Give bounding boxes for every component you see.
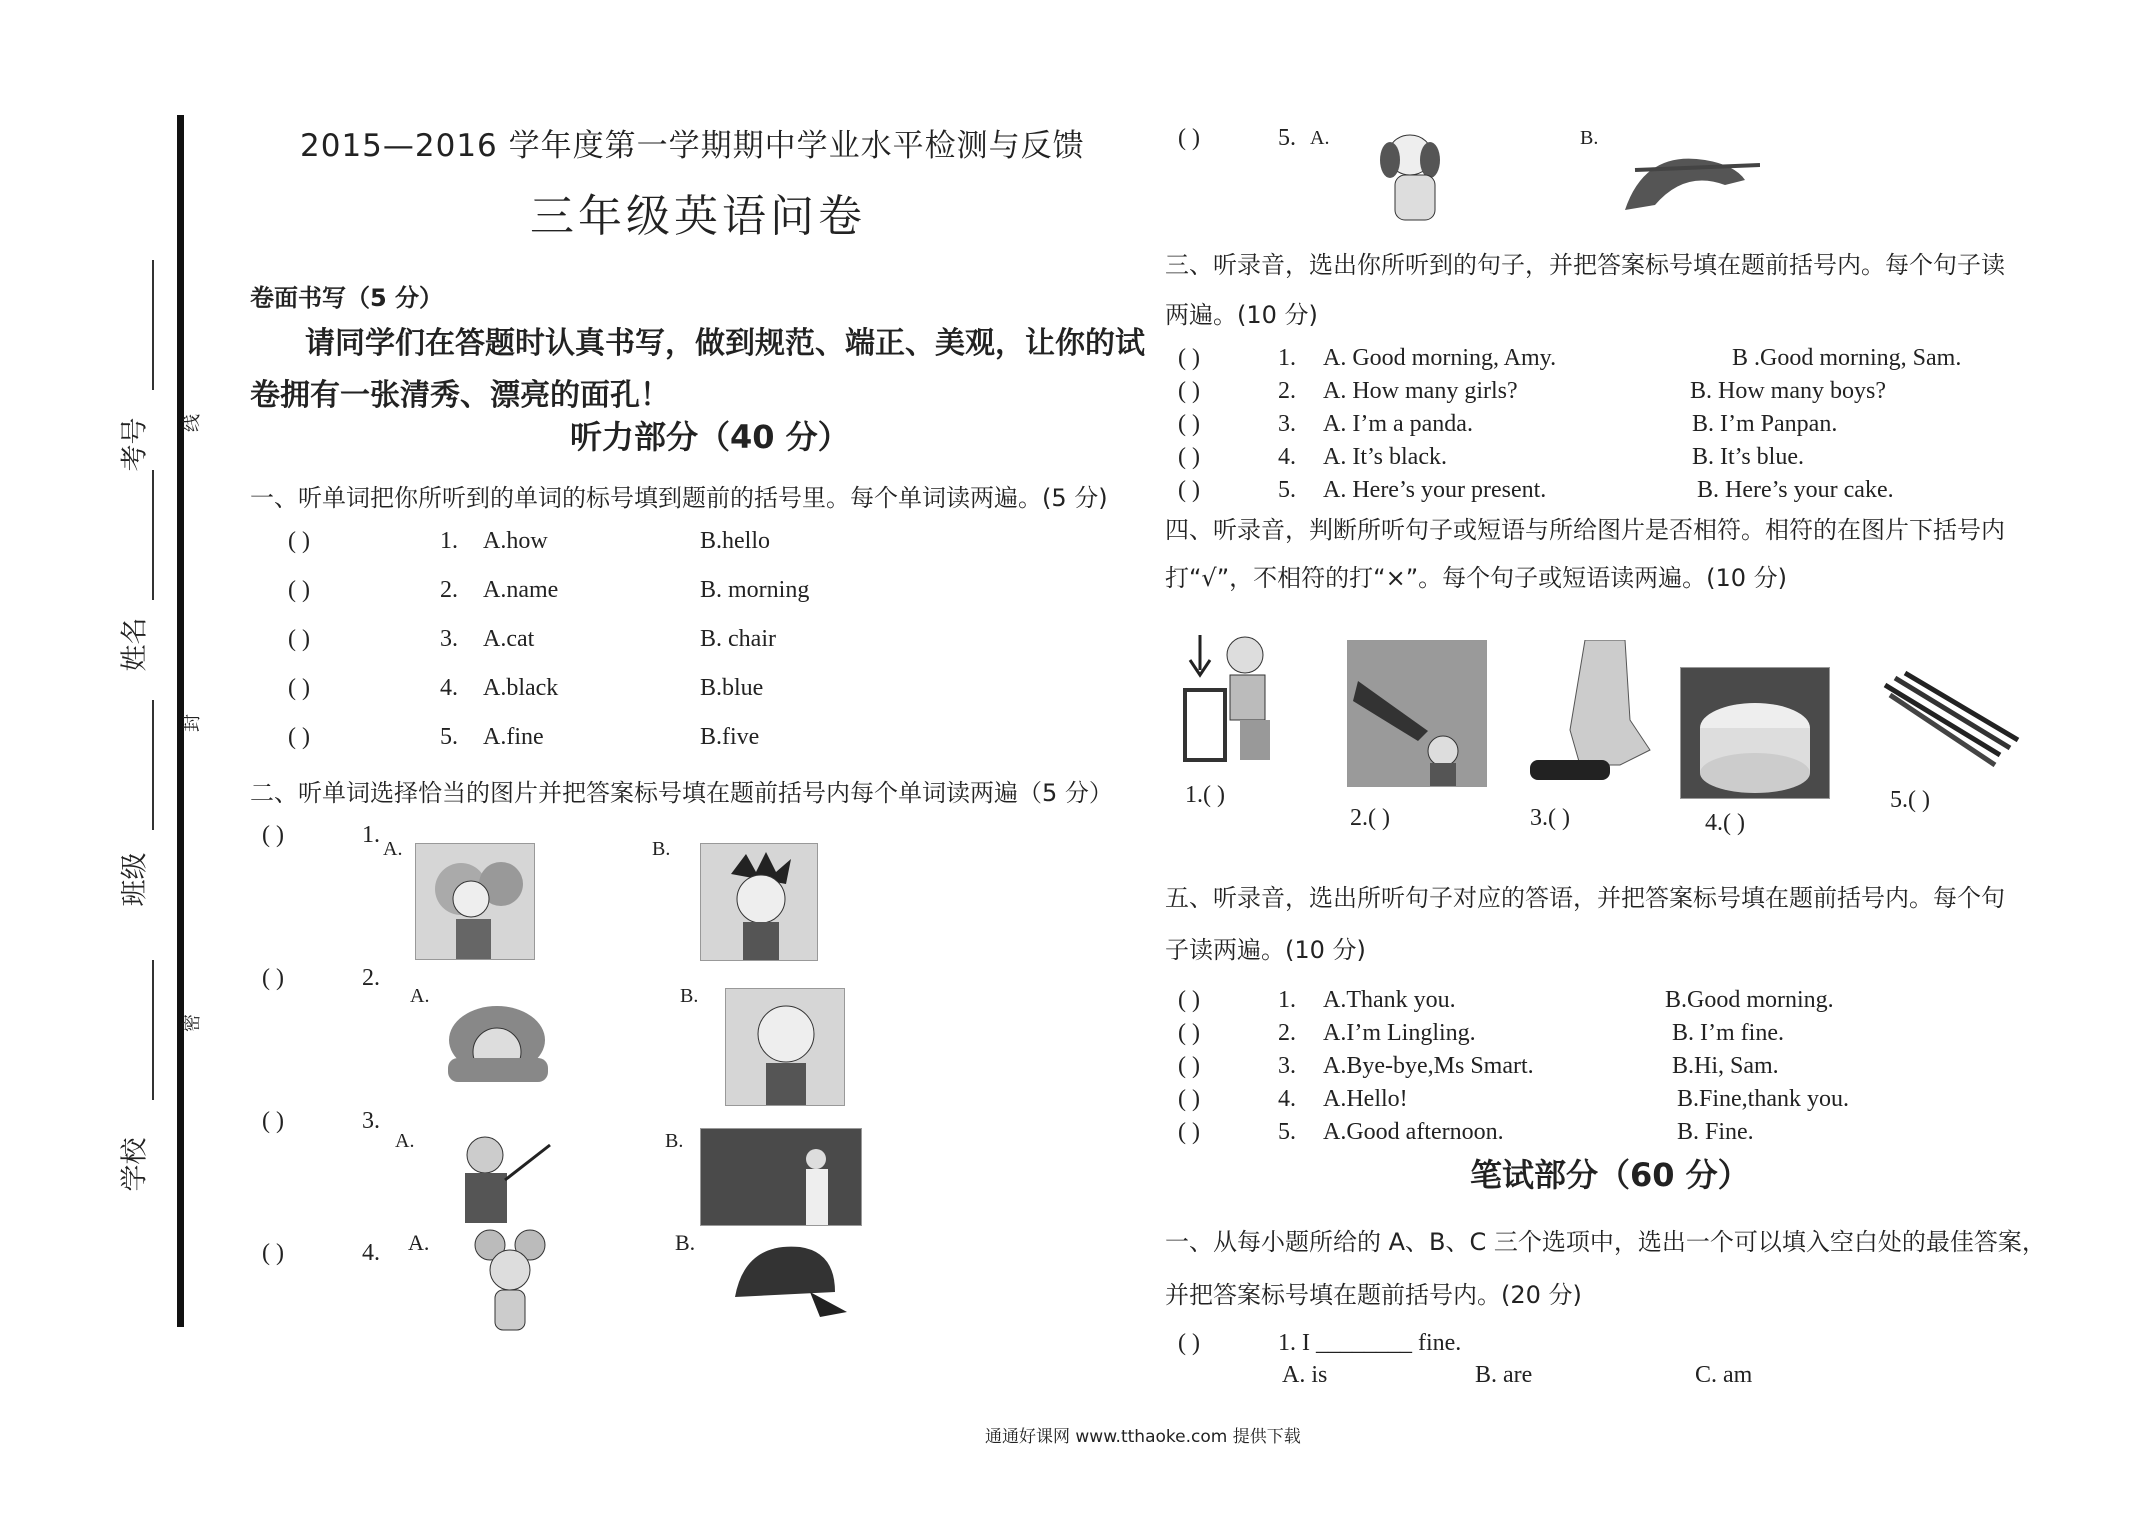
part2-instruction: 二、听单词选择恰当的图片并把答案标号填在题前括号内每个单词读两遍（5 分）	[250, 779, 1113, 807]
item-number: 3.	[1278, 411, 1296, 437]
answer-paren[interactable]: ( )	[262, 1108, 284, 1134]
part5-instruction: 五、听录音，选出所听句子对应的答语，并把答案标号填在题前括号内。每个句	[1165, 884, 2005, 912]
option-b: B. are	[1475, 1362, 1533, 1388]
option-b: B.Fine,thank you.	[1677, 1086, 1849, 1112]
item-number: 3.	[1278, 1053, 1296, 1079]
answer-paren[interactable]: ( )	[262, 965, 284, 991]
option-a: A. It’s black.	[1323, 444, 1447, 470]
binding-marker-seal: 封	[182, 714, 203, 732]
point-finger-image[interactable]	[1347, 640, 1487, 787]
mouse-cartoon-image[interactable]	[460, 1225, 555, 1345]
answer-paren[interactable]: ( )	[288, 626, 310, 652]
option-a: A.cat	[483, 626, 535, 652]
answer-paren[interactable]: ( )	[1178, 1119, 1200, 1145]
answer-paren[interactable]: ( )	[1178, 1053, 1200, 1079]
option-a: A.	[1310, 127, 1330, 149]
pencils-image[interactable]	[1880, 670, 2020, 770]
handwriting-line-2: 卷拥有一张清秀、漂亮的面孔！	[250, 378, 670, 413]
birthday-cake-photo[interactable]	[1680, 667, 1830, 799]
option-a: A.	[395, 1130, 415, 1152]
item-number: 4.	[440, 675, 458, 701]
item-number: 2.	[362, 965, 380, 991]
answer-paren[interactable]: ( )	[1178, 1086, 1200, 1112]
option-b: B. It’s blue.	[1692, 444, 1804, 470]
item-number: 3.	[440, 626, 458, 652]
option-b: B.five	[700, 724, 760, 750]
item-number: 5.	[1278, 477, 1296, 503]
chameleon-image[interactable]	[1615, 130, 1760, 225]
exam-subtitle: 2015—2016 学年度第一学期期中学业水平检测与反馈	[300, 128, 1085, 164]
answer-paren[interactable]: ( )	[1178, 125, 1200, 151]
option-a: A.	[383, 838, 403, 860]
option-b: B. Fine.	[1677, 1119, 1754, 1145]
item-number: 3.	[362, 1108, 380, 1134]
name-label: 姓名	[119, 617, 151, 672]
option-b: B.hello	[700, 528, 770, 554]
item-number: 1.	[1278, 345, 1296, 371]
name-field[interactable]	[152, 470, 154, 600]
answer-paren[interactable]: ( )	[288, 675, 310, 701]
option-a: A.Hello!	[1323, 1086, 1408, 1112]
option-b: B.	[1580, 127, 1599, 149]
part4-instruction: 四、听录音，判断所听句子或短语与所给图片是否相符。相符的在图片下括号内	[1165, 516, 2005, 544]
option-b: B.	[652, 838, 671, 860]
cap-photo[interactable]	[725, 1232, 850, 1332]
option-b: B .Good morning, Sam.	[1732, 345, 1962, 371]
option-b: B. How many boys?	[1690, 378, 1886, 404]
option-a: A. How many girls?	[1323, 378, 1518, 404]
answer-paren[interactable]: ( )	[1178, 477, 1200, 503]
listening-heading: 听力部分（40 分）	[570, 418, 850, 456]
item-number: 5.	[1278, 125, 1296, 151]
item-number: 5.	[1278, 1119, 1296, 1145]
answer-paren[interactable]: ( )	[288, 577, 310, 603]
teacher-cartoon-image[interactable]	[440, 1130, 555, 1233]
exam-number-field[interactable]	[152, 260, 154, 390]
item-number: 2.	[1278, 378, 1296, 404]
class-label: 班级	[119, 852, 151, 907]
item-number: 1.	[362, 822, 380, 848]
part4-label[interactable]: 2.( )	[1350, 805, 1390, 831]
item-number: 1.	[1278, 987, 1296, 1013]
option-b: B.	[665, 1130, 684, 1152]
item-number: 4.	[1278, 444, 1296, 470]
item-number: 2.	[440, 577, 458, 603]
exam-title: 三年级英语问卷	[530, 191, 866, 242]
grandpa-cartoon-image[interactable]	[725, 988, 845, 1106]
handwriting-line-1: 请同学们在答题时认真书写，做到规范、端正、美观，让你的试	[305, 326, 1145, 361]
option-a: A.Bye-bye,Ms Smart.	[1323, 1053, 1534, 1079]
woman-cartoon-image[interactable]	[415, 843, 535, 960]
part4-label[interactable]: 5.( )	[1890, 787, 1930, 813]
part5-instruction-cont: 子读两遍。(10 分)	[1165, 936, 1366, 964]
answer-paren[interactable]: ( )	[1178, 1020, 1200, 1046]
answer-paren[interactable]: ( )	[288, 724, 310, 750]
option-b: B.Hi, Sam.	[1672, 1053, 1779, 1079]
option-b: B. I’m Panpan.	[1692, 411, 1838, 437]
option-a: A.I’m Lingling.	[1323, 1020, 1476, 1046]
hand-image[interactable]	[1530, 640, 1655, 785]
part1-instruction: 一、听单词把你所听到的单词的标号填到题前的括号里。每个单词读两遍。(5 分)	[250, 484, 1108, 512]
class-field[interactable]	[152, 700, 154, 830]
answer-paren[interactable]: ( )	[1178, 444, 1200, 470]
answer-paren[interactable]: ( )	[262, 822, 284, 848]
item-number: 5.	[440, 724, 458, 750]
binding-marker-secret: 密	[182, 1014, 203, 1032]
option-b: B.	[675, 1230, 696, 1255]
option-a: A.	[410, 985, 430, 1007]
answer-paren[interactable]: ( )	[262, 1240, 284, 1266]
part3-instruction-cont: 两遍。(10 分)	[1165, 301, 1318, 329]
option-b: B. Here’s your cake.	[1697, 477, 1894, 503]
option-b: B. chair	[700, 626, 776, 652]
option-a: A.name	[483, 577, 559, 603]
option-a: A. Good morning, Amy.	[1323, 345, 1557, 371]
option-a: A. I’m a panda.	[1323, 411, 1473, 437]
answer-paren[interactable]: ( )	[1178, 378, 1200, 404]
option-a: A.how	[483, 528, 548, 554]
option-a: A.Good afternoon.	[1323, 1119, 1504, 1145]
boy-cartoon-image[interactable]	[700, 843, 818, 961]
teacher-blackboard-photo[interactable]	[700, 1128, 862, 1226]
item-number: 1.	[440, 528, 458, 554]
school-field[interactable]	[152, 960, 154, 1100]
part4-label[interactable]: 4.( )	[1705, 810, 1745, 836]
answer-paren[interactable]: ( )	[1178, 1330, 1200, 1356]
girl-face-image[interactable]	[440, 1000, 555, 1090]
option-a: A. is	[1282, 1362, 1328, 1388]
option-a: A.black	[483, 675, 559, 701]
writing-heading: 笔试部分（60 分）	[1470, 1156, 1750, 1194]
option-a: A. Here’s your present.	[1323, 477, 1547, 503]
item-number: 2.	[1278, 1020, 1296, 1046]
option-b: B.blue	[700, 675, 764, 701]
part4-label[interactable]: 1.( )	[1185, 782, 1225, 808]
option-b: B. I’m fine.	[1672, 1020, 1784, 1046]
school-label: 学校	[119, 1137, 151, 1192]
option-a: A.fine	[483, 724, 544, 750]
part4-label[interactable]: 3.( )	[1530, 805, 1570, 831]
option-b: B. morning	[700, 577, 810, 603]
answer-paren[interactable]: ( )	[1178, 345, 1200, 371]
boy-sit-down-image[interactable]	[1175, 630, 1295, 765]
option-a: A.	[408, 1230, 430, 1255]
exam-number-label: 考号	[119, 417, 151, 472]
binding-marker-line: 线	[182, 414, 203, 432]
footer-credit: 通通好课网 www.tthaoke.com 提供下载	[985, 1427, 1301, 1447]
writing-part1-instruction-cont: 并把答案标号填在题前括号内。(20 分)	[1165, 1281, 1582, 1309]
dog-cartoon-image[interactable]	[1370, 125, 1460, 230]
option-b: B.	[680, 985, 699, 1007]
option-c: C. am	[1695, 1362, 1753, 1388]
option-b: B.Good morning.	[1665, 987, 1834, 1013]
option-a: A.Thank you.	[1323, 987, 1456, 1013]
answer-paren[interactable]: ( )	[1178, 987, 1200, 1013]
item-number: 4.	[362, 1240, 380, 1266]
handwriting-label: 卷面书写（5 分）	[250, 284, 444, 312]
answer-paren[interactable]: ( )	[1178, 411, 1200, 437]
writing-part1-instruction: 一、从每小题所给的 A、B、C 三个选项中，选出一个可以填入空白处的最佳答案，	[1165, 1228, 2046, 1256]
answer-paren[interactable]: ( )	[288, 528, 310, 554]
question-stem: 1. I ________ fine.	[1278, 1330, 1462, 1356]
part4-instruction-cont: 打“√”，不相符的打“×”。每个句子或短语读两遍。(10 分)	[1165, 564, 1788, 592]
part3-instruction: 三、听录音，选出你所听到的句子，并把答案标号填在题前括号内。每个句子读	[1165, 251, 2005, 279]
item-number: 4.	[1278, 1086, 1296, 1112]
